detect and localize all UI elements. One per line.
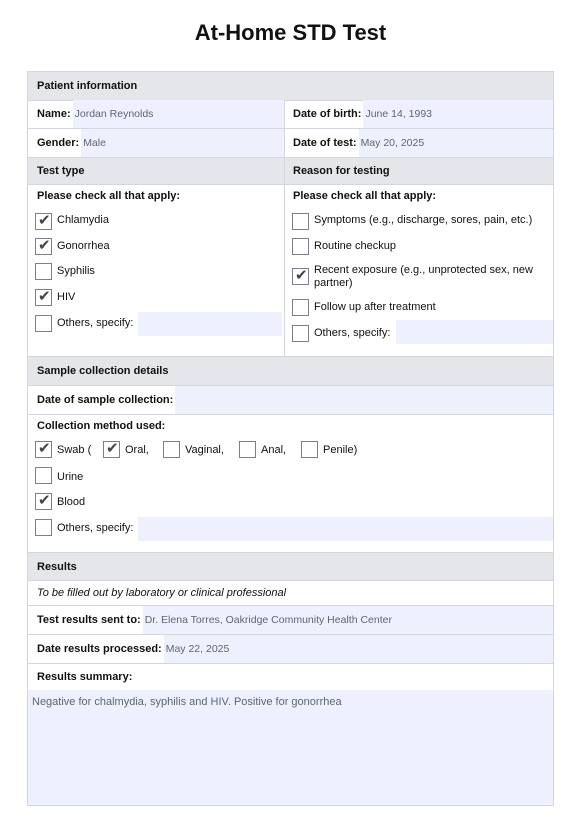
sample-others-field[interactable] <box>138 517 553 541</box>
anal-label: Anal, <box>261 444 287 456</box>
test-others-checkbox[interactable] <box>35 315 52 332</box>
anal-checkbox[interactable] <box>239 441 256 458</box>
gender-label: Gender: <box>37 137 80 149</box>
reason-others-label: Others, specify: <box>314 327 391 339</box>
reason-header-text: Reason for testing <box>293 165 390 177</box>
chlamydia-label: Chlamydia <box>57 214 109 226</box>
check-icon: ✔ <box>38 288 51 305</box>
date-of-test-cell <box>285 129 553 157</box>
sample-collection-header-text: Sample collection details <box>37 365 169 377</box>
results-header-text: Results <box>37 560 77 573</box>
results-processed-label: Date results processed: <box>37 643 162 655</box>
name-field[interactable]: Jordan Reynolds <box>73 100 284 128</box>
vaginal-label: Vaginal, <box>185 444 224 456</box>
results-summary-label-cell <box>28 664 553 689</box>
gender-cell <box>28 129 284 157</box>
page-title: At-Home STD Test <box>194 20 387 45</box>
hiv-checkbox[interactable] <box>35 289 52 306</box>
reason-others-checkbox[interactable] <box>292 325 309 342</box>
sample-date-label: Date of sample collection: <box>37 394 174 406</box>
chlamydia-checkbox[interactable] <box>35 213 52 230</box>
results-note: To be filled out by laboratory or clinical professional <box>37 587 287 599</box>
routine-checkup-label: Routine checkup <box>314 240 396 252</box>
results-processed-field[interactable]: May 22, 2025 <box>164 635 553 663</box>
collection-method-label: Collection method used: <box>37 420 166 432</box>
results-sent-cell <box>28 606 553 634</box>
test-type-header-text: Test type <box>37 165 85 177</box>
routine-checkup-checkbox[interactable] <box>292 238 309 255</box>
check-icon: ✔ <box>106 440 119 457</box>
dob-cell <box>285 100 553 128</box>
recent-exposure-label: Recent exposure (e.g., unprotected sex, new partner) <box>314 264 533 289</box>
hiv-label: HIV <box>57 291 76 303</box>
blood-label: Blood <box>57 496 86 508</box>
follow-up-label: Follow up after treatment <box>314 301 436 313</box>
sample-others-checkbox[interactable] <box>35 519 52 536</box>
check-icon: ✔ <box>38 237 51 254</box>
blood-checkbox[interactable] <box>35 493 52 510</box>
test-others-label: Others, specify: <box>57 317 134 329</box>
check-icon: ✔ <box>295 267 308 284</box>
std-test-form <box>27 71 554 806</box>
dob-label: Date of birth: <box>293 108 362 120</box>
penile-checkbox[interactable] <box>301 441 318 458</box>
results-summary-label: Results summary: <box>37 670 133 683</box>
name-label: Name: <box>37 108 71 120</box>
gonorrhea-label: Gonorrhea <box>57 240 110 252</box>
name-cell <box>28 100 284 128</box>
test-type-header <box>28 158 284 184</box>
swab-label: Swab ( <box>57 444 92 456</box>
patient-info-header <box>28 72 553 100</box>
oral-checkbox[interactable] <box>103 441 120 458</box>
reason-instruction: Please check all that apply: <box>293 190 437 202</box>
results-summary-field[interactable]: Negative for chalmydia, syphilis and HIV. Positive for gonorrhea <box>28 690 553 805</box>
check-icon: ✔ <box>38 492 51 509</box>
date-of-test-label: Date of test: <box>293 137 357 149</box>
symptoms-label: Symptoms (e.g., discharge, sores, pain, etc.) <box>314 214 533 226</box>
dob-field[interactable]: June 14, 1993 <box>363 100 553 128</box>
check-icon: ✔ <box>38 440 51 457</box>
test-type-instruction: Please check all that apply: <box>37 190 181 202</box>
results-header <box>28 553 553 580</box>
results-processed-cell <box>28 635 553 663</box>
urine-label: Urine <box>57 471 84 483</box>
gonorrhea-checkbox[interactable] <box>35 238 52 255</box>
gender-field[interactable]: Male <box>81 129 284 157</box>
sample-date-field[interactable] <box>175 386 553 414</box>
patient-info-header-text: Patient information <box>37 80 138 92</box>
vaginal-checkbox[interactable] <box>163 441 180 458</box>
date-of-test-field[interactable]: May 20, 2025 <box>359 129 553 157</box>
reason-header <box>285 158 553 184</box>
sample-collection-header <box>28 357 553 385</box>
oral-label: Oral, <box>125 444 149 456</box>
reason-others-field[interactable] <box>396 320 553 344</box>
recent-exposure-checkbox[interactable] <box>292 268 309 285</box>
sample-date-cell <box>28 386 553 414</box>
follow-up-checkbox[interactable] <box>292 299 309 316</box>
test-others-field[interactable] <box>138 312 282 336</box>
results-sent-label: Test results sent to: <box>37 614 141 626</box>
syphilis-label: Syphilis <box>57 265 95 277</box>
check-icon: ✔ <box>38 212 51 229</box>
syphilis-checkbox[interactable] <box>35 263 52 280</box>
urine-checkbox[interactable] <box>35 467 52 484</box>
results-sent-field[interactable]: Dr. Elena Torres, Oakridge Community Health Center <box>143 606 553 634</box>
penile-label: Penile) <box>323 444 358 456</box>
swab-checkbox[interactable] <box>35 441 52 458</box>
sample-others-label: Others, specify: <box>57 522 134 534</box>
symptoms-checkbox[interactable] <box>292 213 309 230</box>
